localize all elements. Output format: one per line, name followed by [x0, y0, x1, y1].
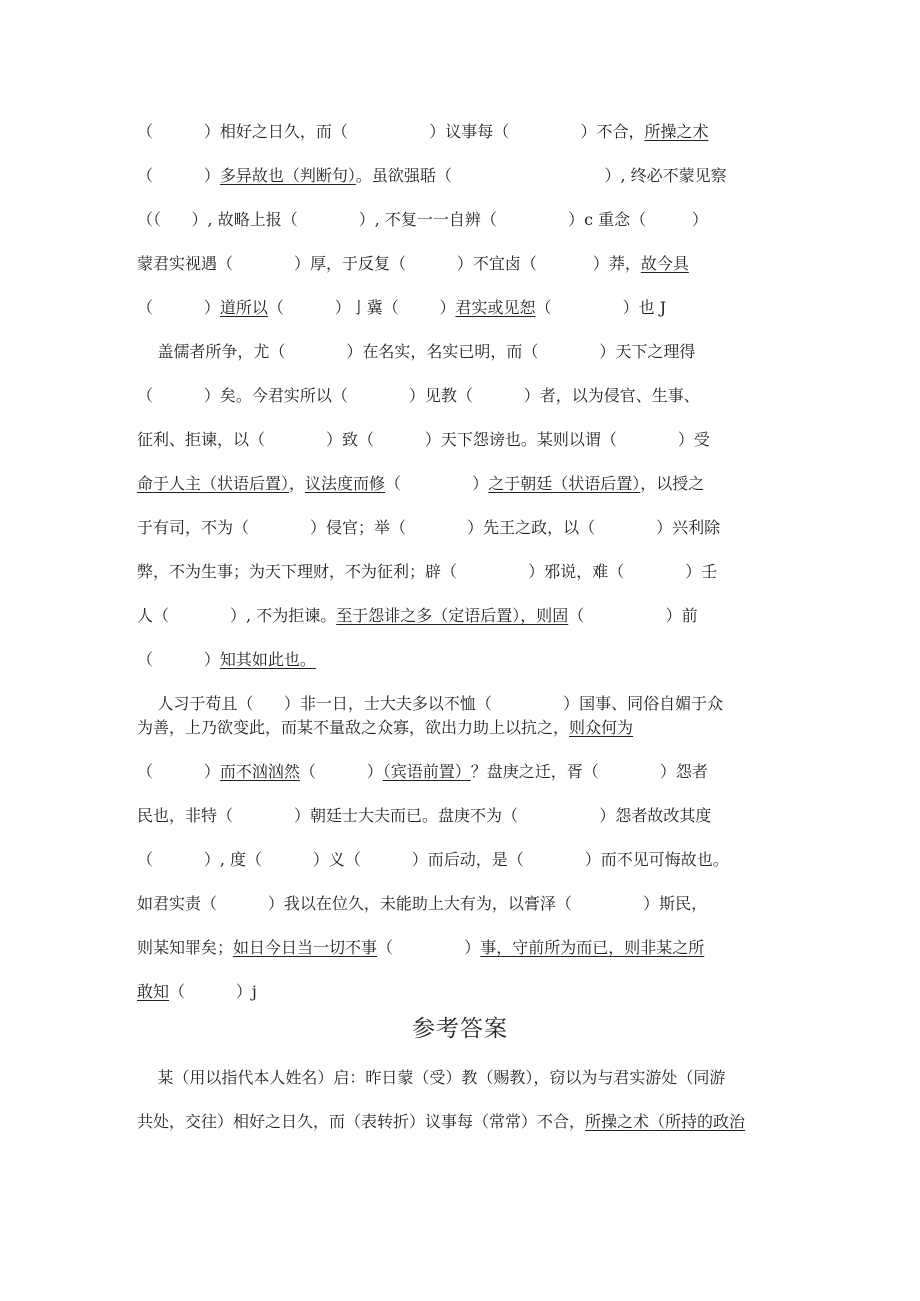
- text-run: ，以授之: [640, 474, 705, 493]
- text-run: （ ）也 J: [535, 298, 667, 317]
- exercise-line: [137, 648, 797, 672]
- exercise-line: [137, 296, 797, 320]
- answer-line: [137, 1066, 797, 1090]
- text-run: ，: [289, 474, 306, 493]
- text-run: （ ）: [385, 474, 489, 493]
- exercise-line: [137, 340, 797, 364]
- underlined-phrase: 知其如此也。: [219, 650, 316, 669]
- text-run: 人（ ）, 不为拒谏。: [137, 606, 337, 625]
- text-run: （ ）: [377, 938, 481, 957]
- text-run: 共处，交往）相好之日久，而（表转折）议事每（常常）不合，: [137, 1112, 586, 1131]
- text-run: （ ）矣。今君实所以（ ）见教（ ）者，以为侵官、生事、: [137, 386, 700, 405]
- text-run: 民也，非特（ ）朝廷士大夫而已。盘庚不为（ ）怨者故改其度: [137, 806, 712, 825]
- underlined-phrase: 至于怨诽之多（定语后置），则固: [336, 606, 569, 625]
- text-run: （ ）前: [568, 606, 698, 625]
- underlined-phrase: 所操之术: [644, 122, 709, 141]
- text-run: 弊，不为生事；为天下理财，不为征利；辟（ ）邪说，难（ ）壬: [137, 562, 718, 581]
- underlined-phrase: 则众何为: [569, 718, 634, 737]
- underlined-phrase: 事，守前所为而已，则非某之所: [480, 938, 705, 957]
- exercise-line: [137, 208, 797, 232]
- exercise-line: [137, 428, 797, 452]
- exercise-line: [137, 980, 797, 1004]
- underlined-phrase: 命于人主（状语后置）: [137, 474, 290, 493]
- underlined-phrase: 之于朝廷（状语后置）: [488, 474, 641, 493]
- text-run: 。虽欲强聒（ ）, 终必不蒙见察: [355, 166, 727, 185]
- underlined-phrase: 敢知: [137, 982, 170, 1001]
- exercise-line: [137, 560, 797, 584]
- text-run: （ ）j: [169, 982, 257, 1001]
- text-run: （ ）: [137, 298, 220, 317]
- text-run: （ ）: [137, 650, 220, 669]
- exercise-line: [137, 604, 797, 628]
- underlined-phrase: 多异故也（判断句）: [219, 166, 356, 185]
- text-run: （ ）相好之日久，而（ ）议事每（ ）不合，: [137, 122, 645, 141]
- exercise-line: [137, 164, 797, 188]
- text-run: 盖儒者所争，尤（ ）在名实，名实已明，而（ ）天下之理得: [137, 342, 696, 361]
- text-run: 为善，上乃欲变此，而某不量敌之众寡，欲出力助上以抗之，: [137, 718, 570, 737]
- underlined-phrase: （宾语前置）: [382, 762, 471, 781]
- text-run: 于有司，不为（ ）侵官；举（ ）先王之政，以（ ）兴利除: [137, 518, 721, 537]
- text-run: 如君实责（ ）我以在位久，未能助上大有为，以膏泽（ ）斯民，: [137, 894, 708, 913]
- text-run: （ ）亅冀（ ）: [267, 298, 456, 317]
- exercise-line: [137, 892, 797, 916]
- text-run: 蒙君实视遇（ ）厚，于反复（ ）不宜卤（ ）莽，: [137, 254, 641, 273]
- text-run: ？盘庚之迁，胥（ ）怨者: [470, 762, 708, 781]
- underlined-phrase: 如日今日当一切不事: [233, 938, 378, 957]
- underlined-phrase: 君实或见恕: [455, 298, 536, 317]
- text-run: 征利、拒谏，以（ ）致（ ）天下怨谤也。某则以谓（ ）受: [137, 430, 710, 449]
- exercise-line: [137, 936, 797, 960]
- answer-title: 参考答案: [412, 1016, 508, 1042]
- exercise-line: [137, 516, 797, 540]
- underlined-phrase: 议法度而修: [305, 474, 386, 493]
- text-run: 人习于苟且（ ）非一日，士大夫多以不恤（ ）国事、同俗自媚于众: [137, 694, 724, 713]
- underlined-phrase: 道所以: [219, 298, 268, 317]
- exercise-line: [137, 252, 797, 276]
- text-run: 则某知罪矣；: [137, 938, 234, 957]
- answer-line: [137, 1110, 797, 1134]
- underlined-phrase: 所操之术（所持的政治: [585, 1112, 746, 1131]
- text-run: （ ）, 度（ ）义（ ）而后动，是（ ）而不见可悔故也。: [137, 850, 729, 869]
- text-run: （ ）: [137, 762, 220, 781]
- exercise-line: [137, 716, 797, 740]
- exercise-line: [137, 472, 797, 496]
- exercise-line: [137, 120, 797, 144]
- exercise-line: [137, 692, 797, 716]
- text-run: （ ）: [299, 762, 383, 781]
- text-run: （（ ）, 故略上报（ ）, 不复一一自辨（ ）c 重念（ ）: [137, 210, 708, 229]
- text-run: （ ）: [137, 166, 220, 185]
- exercise-line: [137, 760, 797, 784]
- text-run: 某（用以指代本人姓名）启：昨日蒙（受）教（赐教），窃以为与君实游处（同游: [137, 1068, 726, 1087]
- exercise-line: [137, 848, 797, 872]
- exercise-line: [137, 804, 797, 828]
- exercise-line: [137, 384, 797, 408]
- underlined-phrase: 故今具: [640, 254, 689, 273]
- underlined-phrase: 而不汹汹然: [219, 762, 300, 781]
